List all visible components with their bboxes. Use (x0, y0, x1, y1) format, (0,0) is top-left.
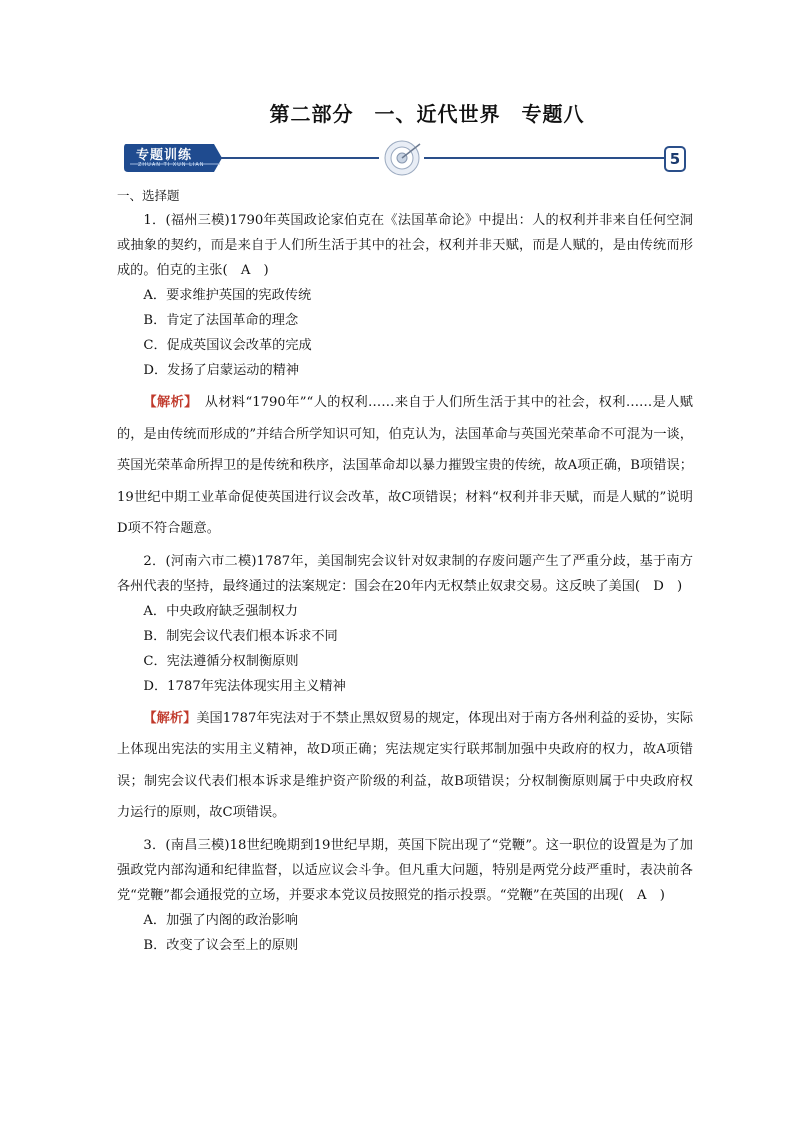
analysis-tag: 【解析】 (143, 710, 197, 726)
target-icon (385, 141, 420, 175)
document-body (117, 186, 693, 958)
page-title: 第二部分 一、近代世界 专题八 (269, 102, 585, 126)
banner-number: 5 (664, 146, 686, 172)
banner-tag (132, 142, 218, 174)
banner-label: 专题训练 (136, 148, 193, 163)
option-c: C．促成英国议会改革的完成 (143, 338, 312, 353)
question-1 (117, 208, 693, 545)
question-stem: 3．(南昌三模)18世纪晚期到19世纪早期，英国下院出现了“党鞭”。这一职位的设置是为了加强政党内部沟通和纪律监督，以适应议会斗争。但凡重大问题，特别是两党分歧严重时，表决前各党“党鞭”都会通报党的立场，并要求本党议员按照党的指示投票。“党鞭”在英国的出现( A ) (117, 837, 693, 903)
question-stem: 1．(福州三模)1790年英国政论家伯克在《法国革命论》中提出：人的权利并非来自任何空洞或抽象的契约，而是来自于人们所生活于其中的社会，权利并非天赋，而是人赋的，是由传统而形成的。伯克的主张( A ) (117, 213, 693, 278)
option-a: A．要求维护英国的宪政传统 (143, 288, 312, 303)
analysis-text: 美国1787年宪法对于不禁止黑奴贸易的规定，体现出对于南方各州利益的妥协，实际上体现出宪法的实用主义精神，故D项正确；宪法规定实行联邦制加强中央政府的权力，故A项错误；制宪会议代表们根本诉求是维护资产阶级的利益，故B项错误；分权制衡原则属于中央政府权力运行的原则，故C项错误。 (117, 710, 694, 820)
question-2 (117, 549, 693, 829)
analysis-tag: 【解析】 (143, 395, 192, 410)
option-c: C．宪法遵循分权制衡原则 (143, 653, 299, 669)
option-b: B．改变了议会至上的原则 (143, 937, 299, 953)
option-d: D．发扬了启蒙运动的精神 (143, 363, 300, 378)
section-title: 一、选择题 (117, 188, 180, 203)
analysis (117, 703, 693, 829)
question-3 (117, 833, 693, 958)
option-a: A．加强了内阁的政治影响 (143, 912, 298, 928)
question-stem: 2．(河南六市二模)1787年，美国制宪会议针对奴隶制的存废问题产生了严重分歧，基于南方各州代表的坚持，最终通过的法案规定：国会在20年内无权禁止奴隶交易。这反映了美国( D ) (117, 553, 693, 594)
analysis (117, 387, 693, 545)
option-b: B．制宪会议代表们根本诉求不同 (143, 628, 338, 644)
option-b: B．肯定了法国革命的理念 (143, 313, 299, 328)
option-a: A．中央政府缺乏强制权力 (143, 603, 298, 619)
option-d: D．1787年宪法体现实用主义精神 (143, 678, 346, 694)
section-banner (124, 138, 690, 178)
analysis-text: 从材料“1790年”“人的权利……来自于人们所生活于其中的社会，权利……是人赋的，是由传统而形成的”并结合所学知识可知，伯克认为，法国革命与英国光荣革命不可混为一谈，英国光荣革命所捍卫的是传统和秩序，法国革命却以暴力摧毁宝贵的传统，故A项正确，B项错误；19世纪中期工业革命促使英国进行议会改革，故C项错误；材料“权利并非天赋，而是人赋的”说明D项不符合题意。 (117, 395, 693, 536)
banner-pinyin: ZHUAN TI XUN LIAN (138, 162, 205, 168)
